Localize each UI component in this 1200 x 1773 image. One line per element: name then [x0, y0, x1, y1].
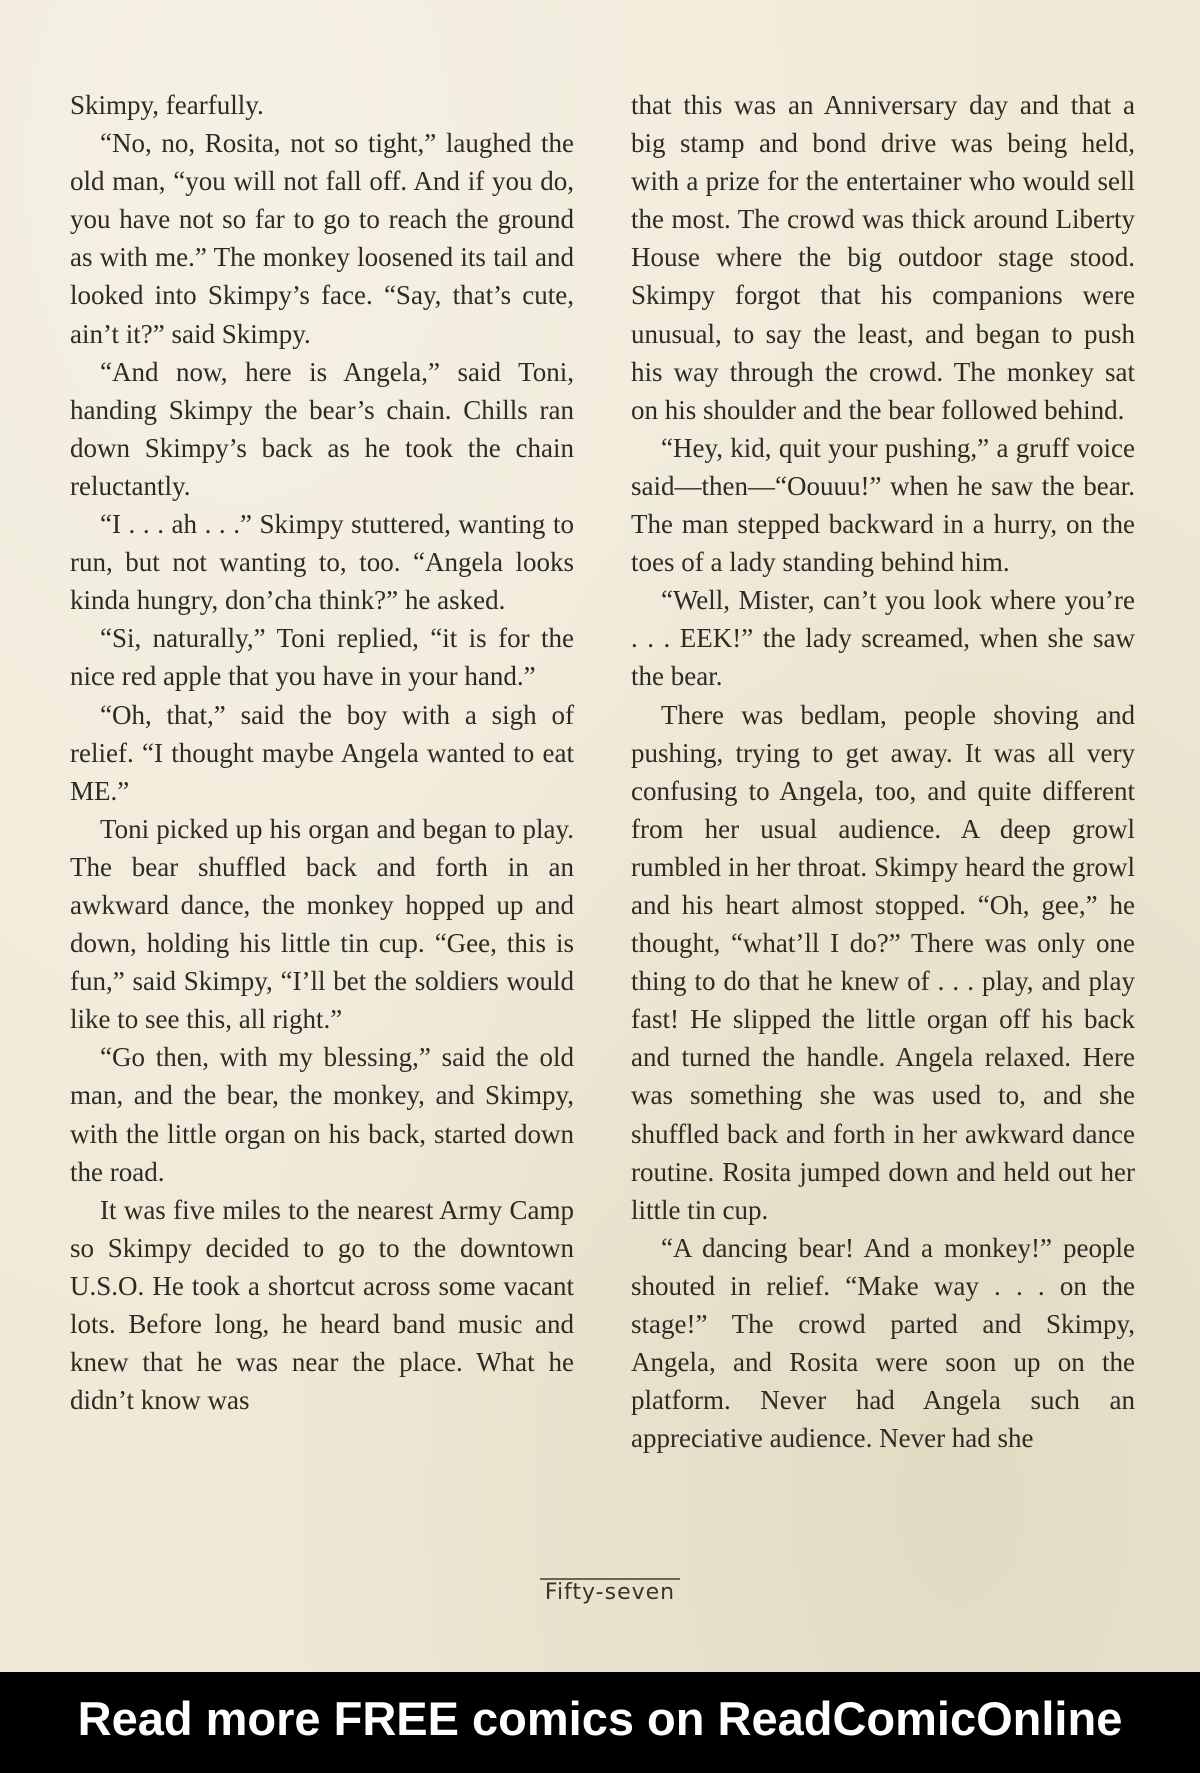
page-number: Fifty-seven — [544, 1580, 676, 1605]
paragraph: that this was an Anniversary day and that a big stamp and bond drive was being held, with a prize for the entertainer who would sell the most. The crowd was thick around Liberty House where the big outdoor stage stood. Skimpy forgot that his companions were unusual, to say the least, and began to push his way through the crowd. The monkey sat on his shoulder and the bear followed behind. — [631, 90, 1135, 425]
story-column-left — [70, 86, 574, 1419]
paragraph: Toni picked up his organ and began to play. The bear shuffled back and forth in an awkward dance, the monkey hopped up and down, holding his little tin cup. “Gee, this is fun,” said Skimpy, “I’ll bet the soldiers would like to see this, all right.” — [70, 813, 574, 1035]
paragraph: Skimpy, fearfully. — [70, 90, 264, 120]
promo-banner[interactable] — [0, 1672, 1200, 1773]
paragraph: “Oh, that,” said the boy with a sigh of relief. “I thought maybe Angela wanted to eat ME.” — [70, 699, 574, 806]
story-column-right — [631, 86, 1135, 1457]
paragraph: “And now, here is Angela,” said Toni, handing Skimpy the bear’s chain. Chills ran down Skimpy’s back as he took the chain reluctantly. — [70, 356, 574, 501]
paragraph: “No, no, Rosita, not so tight,” laughed the old man, “you will not fall off. And if you do, you have not so far to go to reach the ground as with me.” The monkey loosened its tail and looked into Skimpy’s face. “Say, that’s cute, ain’t it?” said Skimpy. — [70, 128, 574, 349]
promo-banner-text[interactable]: Read more FREE comics on ReadComicOnline — [77, 1692, 1123, 1745]
paragraph: “A dancing bear! And a monkey!” people shouted in relief. “Make way . . . on the stage!” The crowd parted and Skimpy, Angela, and Rosita were soon up on the platform. Never had Angela such an appreciative audience. Never had she — [631, 1232, 1135, 1454]
paragraph: It was five miles to the nearest Army Camp so Skimpy decided to go to the downtown U.S.O. He took a shortcut across some vacant lots. Before long, he heard band music and knew that he was near the place. What he didn’t know was — [70, 1194, 574, 1416]
paragraph: “Si, naturally,” Toni replied, “it is for the nice red apple that you have in your hand.” — [70, 623, 574, 692]
paragraph: “Go then, with my blessing,” said the old man, and the bear, the monkey, and Skimpy, with the little organ on his back, started down the road. — [70, 1042, 574, 1187]
paragraph: There was bedlam, people shoving and pushing, trying to get away. It was all very confusing to Angela, too, and quite different from her usual audience. A deep growl rumbled in her throat. Skimpy heard the growl and his heart almost stopped. “Oh, gee,” he thought, “what’ll I do?” There was only one thing to do that he knew of . . . play, and play fast! He slipped the little organ off his back and turned the handle. Angela relaxed. Here was something she was used to, and she shuffled back and forth in her awkward dance routine. Rosita jumped down and held out her little tin cup. — [631, 699, 1135, 1225]
paragraph: “Hey, kid, quit your pushing,” a gruff voice said—then—“Oouuu!” when he saw the bear. The man stepped backward in a hurry, on the toes of a lady standing behind him. — [631, 432, 1135, 578]
paragraph: “I . . . ah . . .” Skimpy stuttered, wanting to run, but not wanting to, too. “Angela looks kinda hungry, don’cha think?” he asked. — [70, 509, 574, 616]
paragraph: “Well, Mister, can’t you look where you’re . . . EEK!” the lady screamed, when she saw the bear. — [631, 585, 1135, 692]
